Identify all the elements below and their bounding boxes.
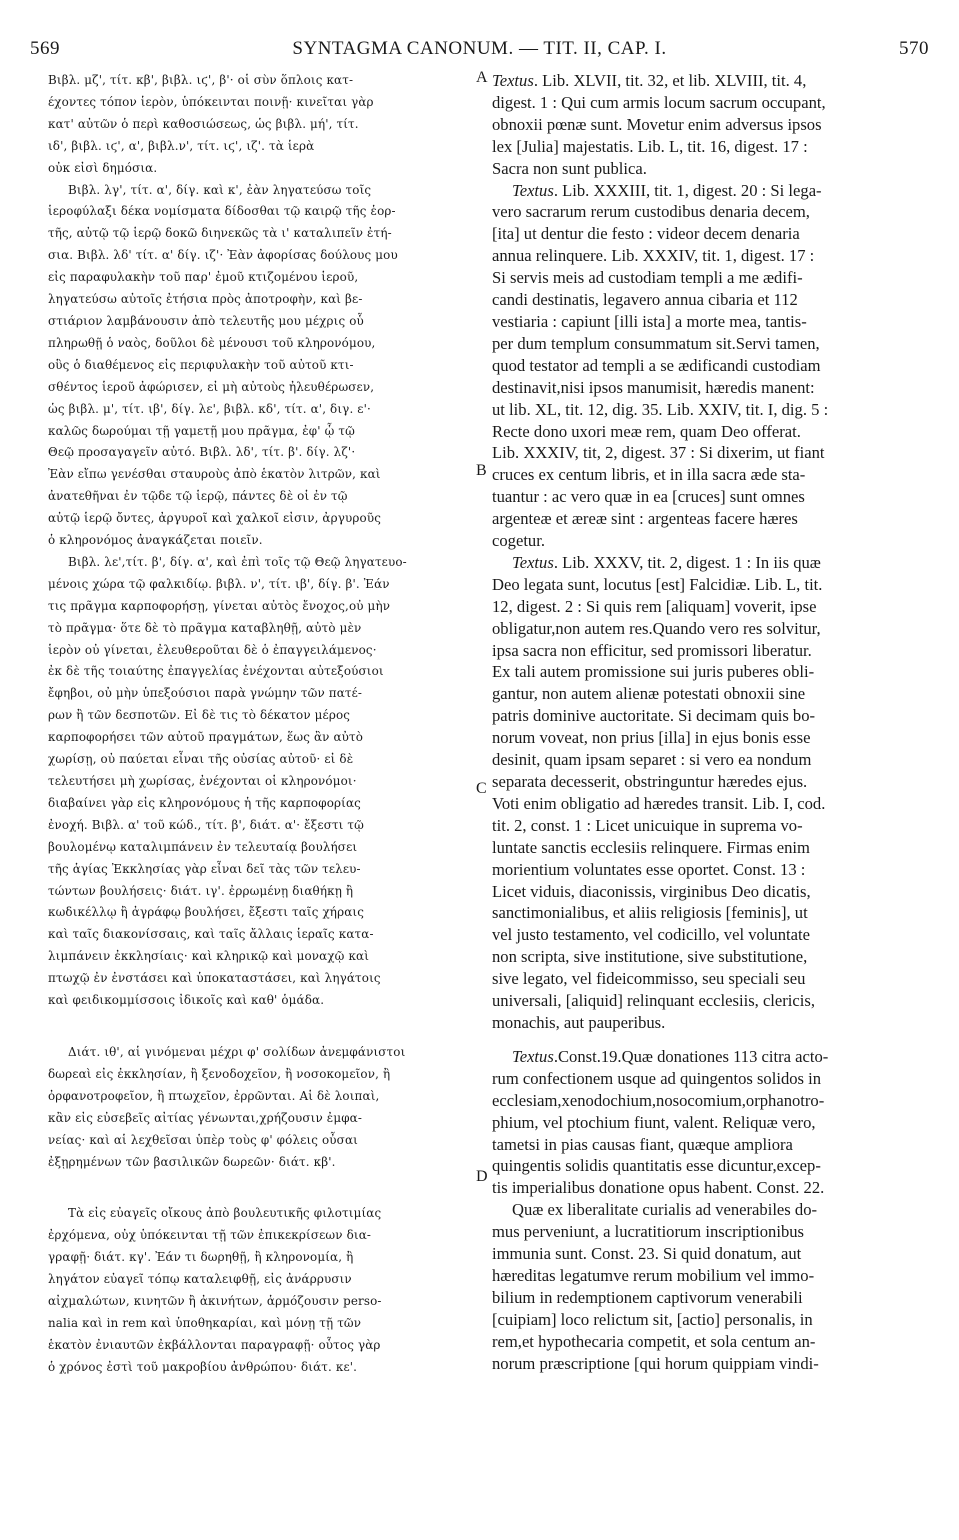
text-line: Ex tali autem promissione sui juris puberes obli- xyxy=(492,662,815,682)
text-line: οὐκ εἰσὶ δημόσια. xyxy=(48,160,158,175)
margin-letter-d: D xyxy=(476,1168,488,1185)
greek-block-2 xyxy=(48,1042,473,1173)
text-line: ἀνατεθῆναι ἐν τῷδε τῷ ἱερῷ, πάντες δὲ οἱ ἐν τῷ xyxy=(48,489,348,504)
text-line: mus perveniunt, a lucratitiorum inscriptionibus xyxy=(492,1222,804,1242)
text-line: κατ' αὐτῶν ὁ περὶ καθοσιώσεως, ὡς βιβλ. μή', τίτ. xyxy=(48,116,359,131)
text-line: καρποφορήσει τῶν αὐτοῦ πραγμάτων, ἕως ἂν αὐτὸ xyxy=(48,730,364,745)
text-line: στιάριον λαμβάνουσιν ἀπὸ τελευτῆς μου μέχρις οὗ xyxy=(48,313,364,328)
text-line: [cuipiam] loco relictum sit, [actio] personalis, in xyxy=(492,1309,813,1329)
text-line: τῆς ἁγίας Ἐκκλησίας γὰρ εἶναι δεῖ τὰς τῶν τελευ- xyxy=(48,861,361,876)
text-line: ἑκατὸν ἐνιαυτῶν ἐκβάλλονται παραγραφῇ· οὗτος γὰρ xyxy=(48,1337,381,1352)
text-line: ut lib. XL, tit. 12, dig. 35. Lib. XXIV, tit. I, dig. 5 : xyxy=(492,399,829,419)
text-line: Θεῷ προσαγαγεῖν αὐτό. Βιβλ. λδ', τίτ. β'. δίγ. λζ'· xyxy=(48,445,356,460)
text-line: λιμπάνειν ἐκκλησίαις· καὶ κληρικῷ καὶ μοναχῷ καὶ xyxy=(48,949,370,964)
text-line: ἐρχόμενα, οὐχ ὑπόκεινται τῇ τῶν ἐπικεκρίσεων δια- xyxy=(48,1228,372,1243)
text-line: ἱερὸν οὐ γίνεται, ἐλευθεροῦται δὲ ὁ ἐπαγγειλάμενος· xyxy=(48,642,377,657)
text-line: ιδ', βιβλ. ιϛ', α', βιβλ.ν', τίτ. ιϛ', ιζ'. τὰ ἱερὰ xyxy=(48,138,315,153)
text-line: gantur, non autem alienæ potestati obnoxii sine xyxy=(492,684,806,704)
text-line: obligatur,non autem res.Quando vero res solvitur, xyxy=(492,618,821,638)
text-line: desinit, quam ipsam separet : si vero ea nondum xyxy=(492,750,812,770)
text-line: lex [Julia] majestatis. Lib. L, tit. 16, digest. 17 : xyxy=(492,136,808,156)
text-line: Sacra non sunt publica. xyxy=(492,158,647,178)
text-line: νείας· καὶ αἱ λεχθεῖσαι ὑπὲρ τοὺς φ' φόλεις οὖσαι xyxy=(48,1132,358,1147)
text-line: βουλομένῳ καταλιμπάνειν ἐν τελευταίᾳ βουλήσει xyxy=(48,839,358,854)
page-number-left: 569 xyxy=(30,38,60,59)
latin-block-1 xyxy=(492,70,934,1034)
text-line: tuantur : ac vero quæ in ea [cruces] sunt omnes xyxy=(492,487,805,507)
text-line: καλῶς δωρούμαι τῇ γαμετῇ μου πρᾶγμα, ἐφ' ᾧ τῷ xyxy=(48,423,355,438)
text-line: ἐκ δὲ τῆς τοιαύτης ἐπαγγελίας ἐνέχονται αὐτεξούσιοι xyxy=(48,664,384,679)
text-line: ecclesiam,xenodochium,nosocomium,orphanotro- xyxy=(492,1090,825,1110)
text-line: cruces ex centum libris, et in illa sacra æde sta- xyxy=(492,465,806,485)
text-line: εἰς παραφυλακὴν τοῦ παρ' ἐμοῦ κτιζομένου ἱεροῦ, xyxy=(48,270,359,285)
margin-letter-c: C xyxy=(476,780,487,797)
text-line: destinavit,nisi ipsos manumisit, hæredis manent: xyxy=(492,377,815,397)
text-line: ρων ἢ τῶν δεσποτῶν. Εἰ δὲ τις τὸ δέκατον μέρος xyxy=(48,708,351,723)
text-line: cogetur. xyxy=(492,531,545,551)
text-line: χωρίσῃ, οὐ παύεται εἶναι τῆς οὐσίας αὐτοῦ· εἰ δὲ xyxy=(48,752,354,767)
text-line: annua relinquere. Lib. XXXIV, tit. 1, digest. 17 : xyxy=(492,246,815,266)
text-line: quingentis solidis quantitatis esse dicuntur,excep- xyxy=(492,1156,821,1176)
text-line: morientium voluntates esse oportet. Const. 13 : xyxy=(492,859,806,879)
text-line: universali, [aliquid] relinquant ecclesiis, clericis, xyxy=(492,991,816,1011)
margin-letter-b: B xyxy=(476,462,487,479)
text-line: διαβαίνει γὰρ εἰς κληρονόμους ἡ τῆς καρποφορίας xyxy=(48,795,361,810)
text-line: Textus. Lib. XLVII, tit. 32, et lib. XLVIII, tit. 4, xyxy=(492,71,807,90)
text-line: Voti enim obligatio ad hæredes transit. Lib. I, cod. xyxy=(492,793,826,813)
text-line: μένοις χώρα τῷ φαλκιδίῳ. βιβλ. ν', τίτ. ιβ', δίγ. β'. Ἐάν xyxy=(48,576,390,591)
text-line: ληγάτον εὐαγεῖ τόπῳ καταλειφθῇ, εἰς ἀνάρρυσιν xyxy=(48,1272,352,1287)
text-line: Lib. XXXIV, tit, 2, digest. 37 : Si dixerim, ut fiant xyxy=(492,443,825,463)
greek-column xyxy=(48,70,473,1379)
text-line: πληρωθῇ ὁ ναὸς, δοῦλοι δὲ μένουσι τοῦ κληρονόμου, xyxy=(48,335,376,350)
text-line: ἐνοχή. Βιβλ. α' τοῦ κώδ., τίτ. β', διάτ. α'· ἔξεστι τῷ xyxy=(48,817,365,832)
text-line: immunia sunt. Const. 23. Si quid donatum, aut xyxy=(492,1244,802,1264)
text-line: tit. 2, const. 1 : Licet unicuique in suprema vo- xyxy=(492,815,803,835)
text-line: πτωχῷ ἐν ἐνστάσει καὶ ὑποκαταστάσει, καὶ ληγάτοις xyxy=(48,971,381,986)
text-line: [ita] ut dentur die festo : videor decem denaria xyxy=(492,224,800,244)
text-line: Textus. Lib. XXXIII, tit. 1, digest. 20 : Si lega- xyxy=(512,180,822,200)
page-header xyxy=(30,38,929,62)
text-line: sanctimonialibus, et aliis religiosis [feminis], ut xyxy=(492,903,808,923)
text-line: τῆς, αὐτῷ τῷ ἱερῷ δοκῶ διηνεκῶς τὰ ι' καταλιπεῖν ἐτή- xyxy=(48,226,392,241)
text-line: ὀρφανοτροφεῖον, ἢ πτωχεῖον, ἐρρῶνται. Αἱ δὲ λοιπαὶ, xyxy=(48,1088,380,1103)
text-line: ληγατεύσω αὐτοῖς ἐτήσια πρὸς ἀποτροφὴν, καὶ βε- xyxy=(48,292,363,307)
text-line: τις πρᾶγμα καρποφορήσῃ, γίνεται αὐτὸς ἔνοχος,οὐ μὴν xyxy=(48,598,391,613)
text-line: ὁ χρόνος ἐστὶ τοῦ μακροβίου ἀνθρώπου· διάτ. κε'. xyxy=(48,1359,358,1374)
text-line: luntate sanctis ecclesiis relinquere. Firmas enim xyxy=(492,837,810,857)
text-line: separata decesserit, obstringuntur hæredes ejus. xyxy=(492,772,808,791)
text-line: non scripta, sive institutione, sive substitutione, xyxy=(492,947,808,967)
text-line: έχοντες τόπον ἱερὸν, ὑπόκεινται ποινῇ· κινεῖται γὰρ xyxy=(48,94,374,109)
text-line: σια. Βιβλ. λδ' τίτ. α' δίγ. ιζ'· Ἐὰν ἀφορίσας δούλους μου xyxy=(48,248,398,263)
text-line: nalia καὶ in rem καὶ ὑποθηκαρίαι, καὶ μόνῃ τῇ τῶν xyxy=(48,1315,362,1330)
text-line: ἔφηβοι, οὐ μὴν ὑπεξούσιοι παρὰ γνώμην τῶν πατέ- xyxy=(48,686,363,701)
text-line: patris dominive auctoritate. Si decimam quis bo- xyxy=(492,706,816,726)
running-title: SYNTAGMA CANONUM. — TIT. II, CAP. I. xyxy=(292,38,667,59)
text-line: obnoxii pœnæ sunt. Movetur enim adversus ipsos xyxy=(492,114,822,134)
latin-block-2 xyxy=(492,1046,934,1375)
text-line: γραφῇ· διάτ. κγ'. Ἐάν τι δωρηθῇ, ἢ κληρονομία, ἢ xyxy=(48,1250,354,1265)
text-line: Recte dono uxori meæ rem, quam Deo offerat. xyxy=(492,421,801,441)
text-line: Βιβλ. λε',τίτ. β', δίγ. α', καὶ ἐπὶ τοῖς τῷ Θεῷ ληγατευο- xyxy=(68,554,407,569)
text-line: sive legato, vel fideicommisso, seu speciali seu xyxy=(492,969,806,989)
text-line: 12, digest. 2 : Si quis rem [aliquam] voverit, ipse xyxy=(492,596,817,616)
latin-column xyxy=(492,70,934,1374)
text-line: Quæ ex liberalitate curialis ad venerabiles do- xyxy=(512,1200,818,1220)
text-line: argenteæ et æreæ sint : argenteas facere hæres xyxy=(492,509,798,529)
text-line: vel justo testamento, vel codicillo, vel voluntate xyxy=(492,925,810,945)
text-line: τώντων βουλήσεις· διάτ. ιγ'. ἐρρωμένῃ διαθήκῃ ἢ xyxy=(48,883,354,898)
greek-block-1 xyxy=(48,70,473,1012)
text-line: digest. 1 : Qui cum armis locum sacrum occupant, xyxy=(492,92,826,112)
text-line: vestiaria : capiunt [illi ista] a morte mea, tantis- xyxy=(492,311,807,331)
text-line: τελευτήσει μὴ χωρίσας, ἐνέχονται οἱ κληρονόμοι· xyxy=(48,774,357,788)
text-line: Licet viduis, diaconissis, virginibus Deo dicatis, xyxy=(492,881,811,901)
text-line: Τὰ εἰς εὐαγεῖς οἴκους ἀπὸ βουλευτικῆς φιλοτιμίας xyxy=(68,1206,382,1221)
text-line: καὶ φειδικομμίσσοις ἰδικοῖς καὶ καθ' ὁμάδα. xyxy=(48,993,325,1008)
text-line: ὡς βιβλ. μ', τίτ. ιβ', δίγ. λε', βιβλ. κδ', τίτ. α', διγ. ε'· xyxy=(48,401,371,416)
text-line: Βιβλ. λγ', τίτ. α', δίγ. καὶ κ', ἐὰν ληγατεύσω τοῖς xyxy=(68,182,372,197)
text-line: Βιβλ. μζ', τίτ. κβ', βιβλ. ιϛ', β'· οἱ σὺν ὅπλοις κατ- xyxy=(48,73,354,87)
text-line: τὸ πρᾶγμα· ὅτε δὲ τὸ πρᾶγμα καταβληθῇ, αὐτὸ μὲν xyxy=(48,620,362,635)
greek-block-3 xyxy=(48,1203,473,1378)
text-line: Textus.Const.19.Quæ donationes 113 citra acto- xyxy=(512,1046,829,1066)
text-line: ipsa sacra non efficitur, sed promissori liberatur. xyxy=(492,640,812,660)
text-line: per dum templum consummatum sit.Servi tamen, xyxy=(492,333,820,353)
text-line: rem,et hypothecaria competit, et sola centum an- xyxy=(492,1331,816,1351)
text-line: καὶ ταῖς διακονίσσαις, καὶ ταῖς ἄλλαις ἱεραῖς κατα- xyxy=(48,927,374,942)
text-line: vero sacrarum rerum custodibus denaria decem, xyxy=(492,202,810,222)
text-line: norum voveat, non prius [illa] in ejus bonis esse xyxy=(492,728,811,748)
text-line: αὐτῷ ἱερῷ ὄντες, ἀργυροῖ καὶ χαλκοῖ εἰσιν, ἀργυροῦς xyxy=(48,511,382,526)
text-line: Ἐὰν εἴπω γενέσθαι σταυροὺς ἀπὸ ἑκατὸν λιτρῶν, καὶ xyxy=(48,467,381,482)
text-line: quod testator ad templi a se ædificandi custodiam xyxy=(492,355,821,375)
text-line: Διάτ. ιθ', αἱ γινόμεναι μέχρι φ' σολίδων ἀνεμφάνιστοι xyxy=(68,1044,406,1059)
margin-letter-a: A xyxy=(476,69,488,86)
text-line: ἐξῃρημένων τῶν βασιλικῶν δωρεῶν· διάτ. κβ'. xyxy=(48,1154,336,1169)
text-line: bilium in redemptionem captivorum venerabili xyxy=(492,1287,803,1307)
text-line: σθέντος ἱεροῦ ἀφώρισεν, εἰ μὴ αὐτοὺς ἠλευθέρωσεν, xyxy=(48,379,375,394)
text-line: monachis, aut pauperibus. xyxy=(492,1012,666,1032)
text-line: δωρεαὶ εἰς ἐκκλησίαν, ἢ ξενοδοχεῖον, ἢ νοσοκομεῖον, ἢ xyxy=(48,1066,391,1081)
text-line: phium, vel ptochium fiunt, valent. Reliquæ vero, xyxy=(492,1112,816,1132)
text-line: norum præscriptione [qui horum quippiam vindi- xyxy=(492,1353,819,1373)
text-line: candi destinatis, legavero annua cibaria et 112 xyxy=(492,290,798,310)
text-line: ὁ κληρονόμος ἀναγκάζεται ποιεῖν. xyxy=(48,533,263,548)
page-number-right: 570 xyxy=(899,38,929,59)
text-line: rum confectionem usque ad quingentos solidos in xyxy=(492,1068,822,1088)
text-line: αἰχμαλώτων, κινητῶν ἢ ἀκινήτων, ἁρμόζουσιν perso- xyxy=(48,1294,382,1309)
text-line: Textus. Lib. XXXV, tit. 2, digest. 1 : In iis quæ xyxy=(512,552,821,572)
text-line: tis imperialibus donatione opus habent. Const. 22. xyxy=(492,1178,825,1198)
text-line: ἱεροφύλαξι δέκα νομίσματα δίδοσθαι τῷ καιρῷ τῆς ἑορ- xyxy=(48,204,396,219)
text-line: Deo legata sunt, locutus [est] Falcidiæ. Lib. L, tit. xyxy=(492,574,823,594)
text-line: κωδικέλλῳ ἢ ἀγράφῳ βουλήσει, ἔξεστι ταῖς χήραις xyxy=(48,905,365,920)
text-line: tametsi in pias causas fiant, quæque ampliora xyxy=(492,1134,793,1154)
text-line: οὓς ὁ διαθέμενος εἰς περιφυλακὴν τοῦ αὐτοῦ κτι- xyxy=(48,357,354,372)
text-line: Si servis meis ad custodiam templi a me ædifi- xyxy=(492,268,803,288)
text-line: κἂν εἰς εὐσεβεῖς αἰτίας γένωνται,χρήζουσιν ἐμφα- xyxy=(48,1110,363,1125)
text-line: hæreditas legatumve rerum mobilium vel immo- xyxy=(492,1265,815,1285)
